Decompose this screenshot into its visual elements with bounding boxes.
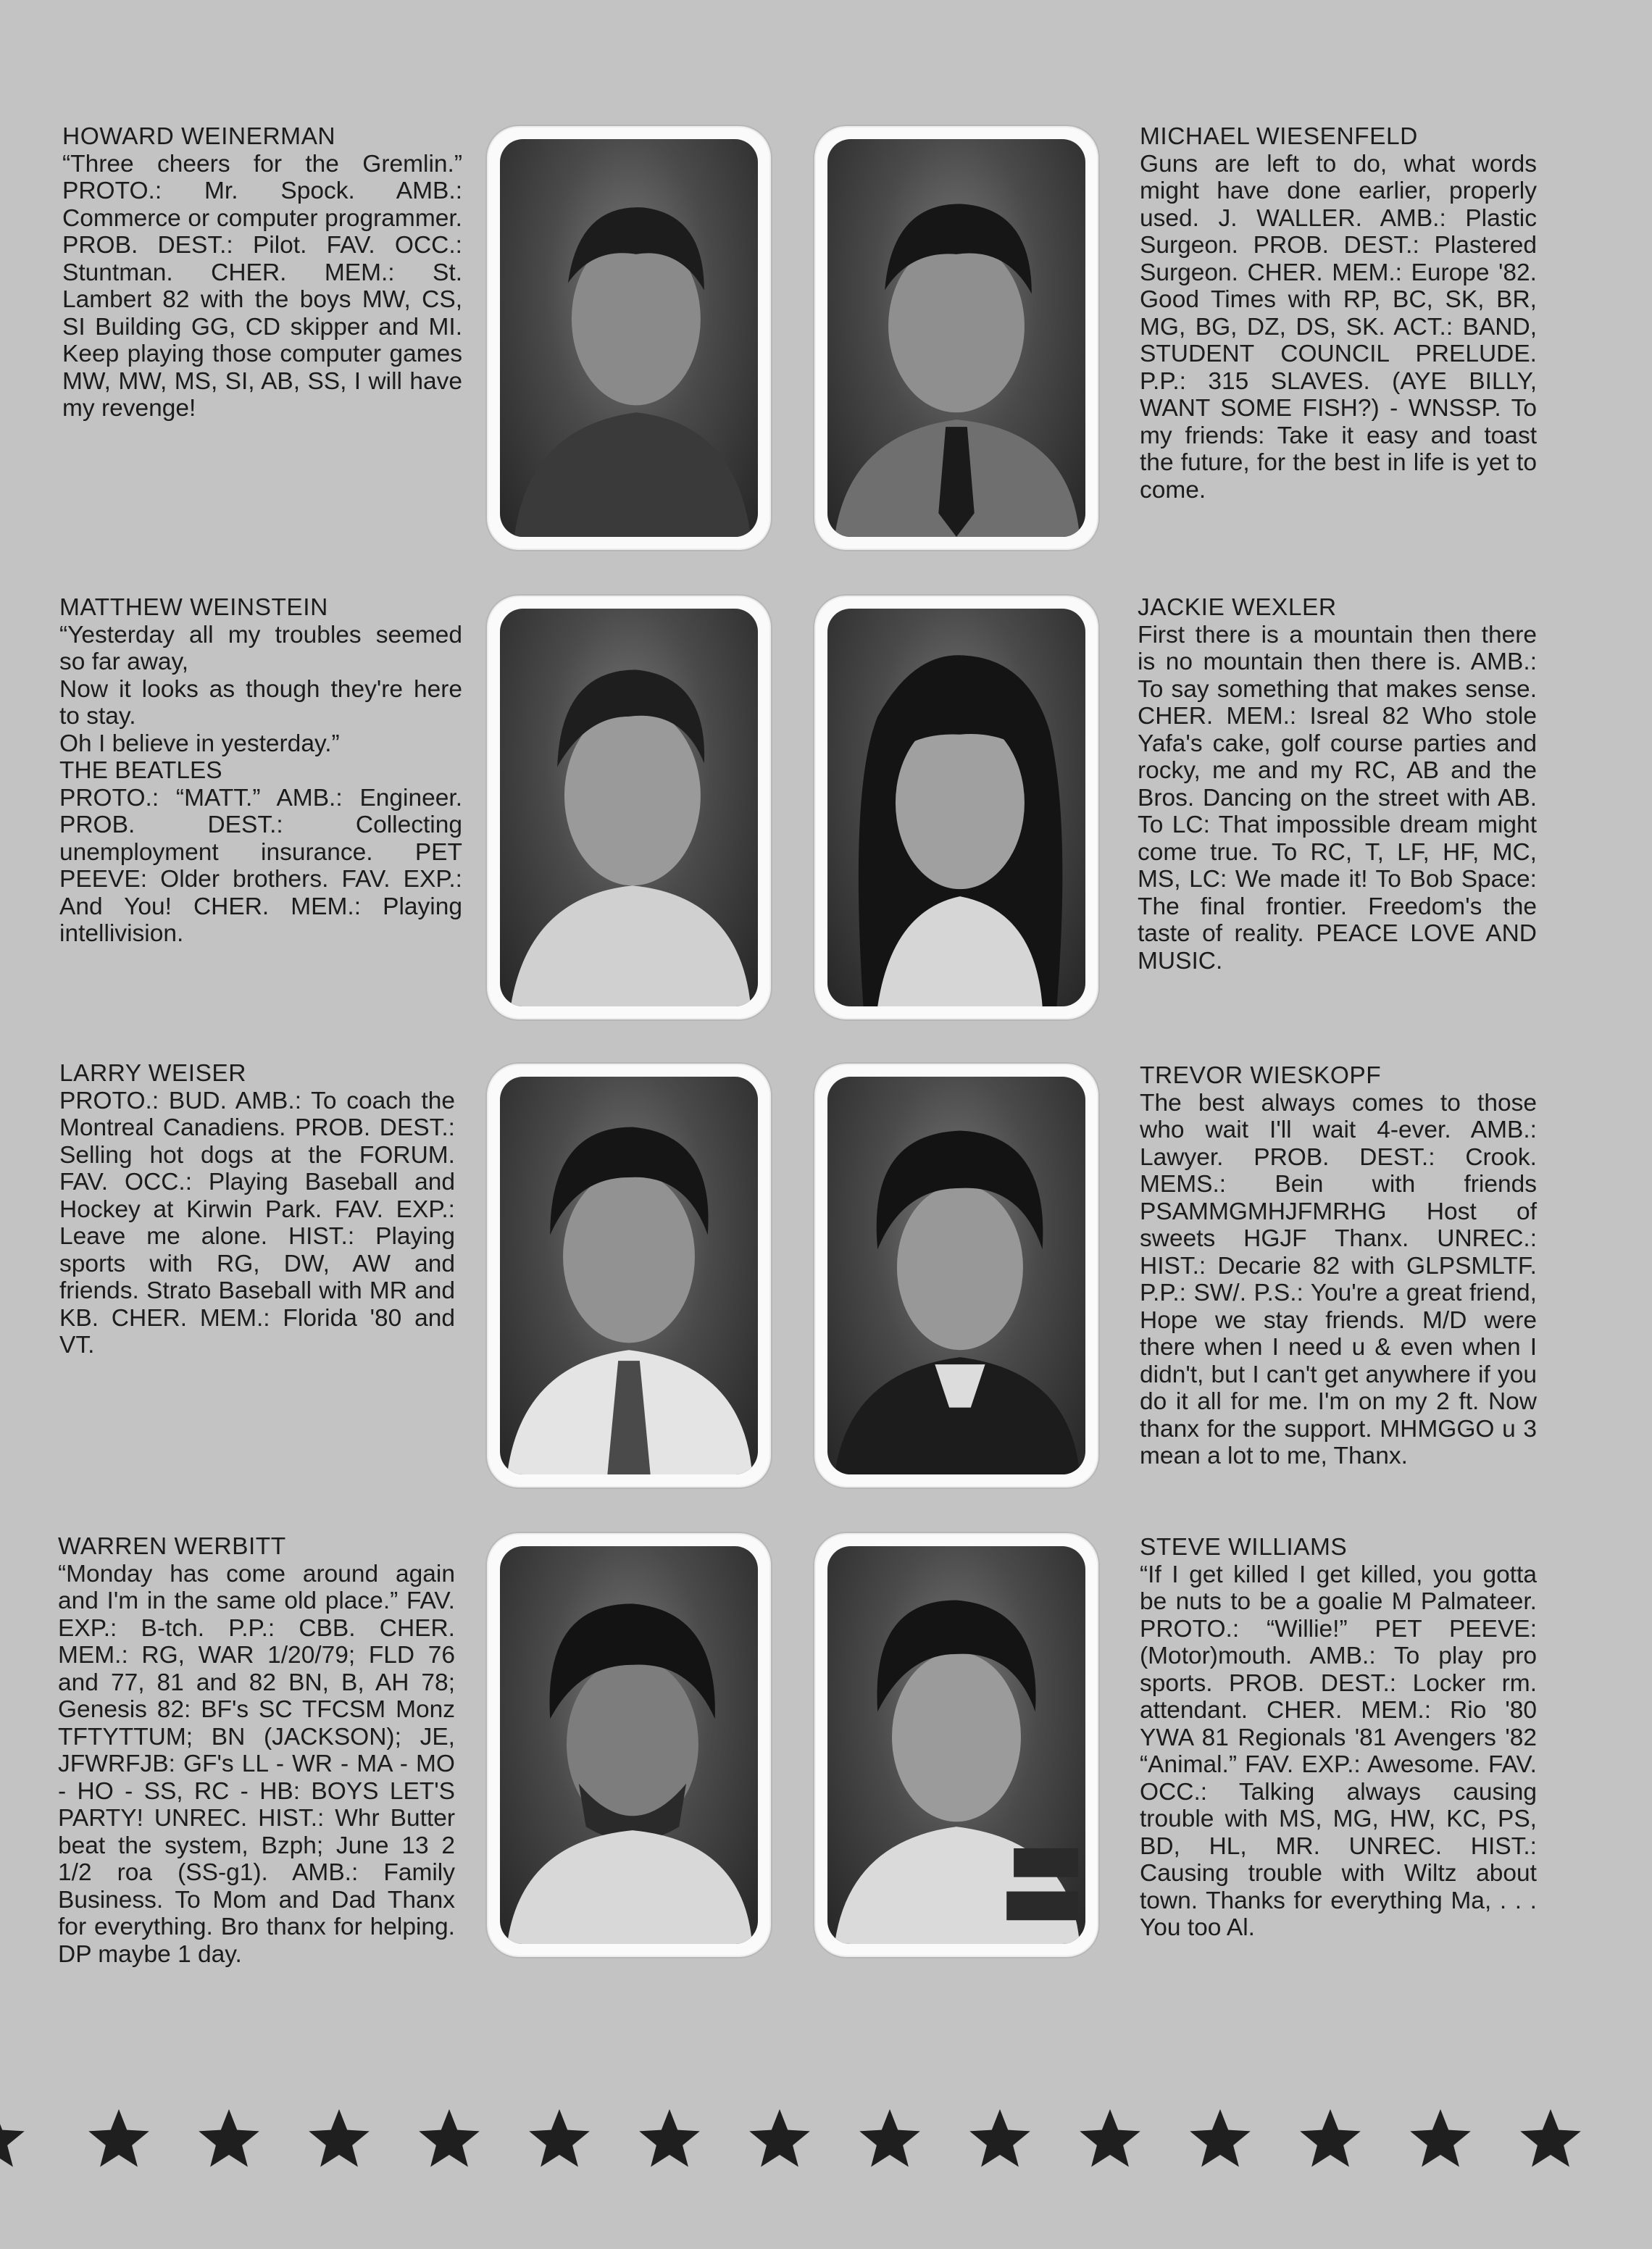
portrait-frame-weiser xyxy=(487,1064,771,1487)
yearbook-entry-wiesenfeld xyxy=(1140,123,1537,504)
portrait-photo xyxy=(827,1546,1085,1944)
student-name: JACKIE WEXLER xyxy=(1138,594,1337,621)
yearbook-entry-weinstein xyxy=(59,594,462,948)
star-icon xyxy=(969,2109,1030,2167)
person-silhouette-icon xyxy=(500,1546,758,1944)
star-icon xyxy=(1190,2109,1251,2167)
portrait-frame-werbitt xyxy=(487,1533,771,1957)
portrait-frame-wieskopf xyxy=(814,1064,1098,1487)
portrait-photo xyxy=(827,609,1085,1006)
yearbook-entry-werbitt xyxy=(58,1533,455,1968)
yearbook-entry-williams xyxy=(1140,1534,1537,1942)
portrait-frame-weinstein xyxy=(487,596,771,1019)
student-name: TREVOR WIESKOPF xyxy=(1140,1062,1382,1089)
star-icon xyxy=(639,2109,700,2167)
person-silhouette-icon xyxy=(827,1546,1085,1944)
star-icon xyxy=(419,2109,480,2167)
portrait-photo xyxy=(500,1077,758,1474)
person-silhouette-icon xyxy=(500,609,758,1006)
star-icon xyxy=(309,2109,370,2167)
person-silhouette-icon xyxy=(827,1077,1085,1474)
portrait-photo xyxy=(827,1077,1085,1474)
portrait-frame-wiesenfeld xyxy=(814,126,1098,550)
star-icon xyxy=(1520,2109,1581,2167)
star-icon xyxy=(199,2109,259,2167)
person-silhouette-icon xyxy=(827,609,1085,1006)
student-name: MICHAEL WIESENFELD xyxy=(1140,123,1418,150)
portrait-photo xyxy=(500,139,758,537)
student-bio: “Yesterday all my troubles seemed so far away, Now it looks as though they're here to stay. Oh I believe in yesterday.” THE BEATLES PROTO.: “MATT.” AMB.: Engineer. PROB. DEST.: Collecting unemployment insurance. PET PEEVE: Older brothers. FAV. EXP.: And You! CHER. MEM.: Playing intellivision. xyxy=(59,621,462,947)
star-icon xyxy=(1300,2109,1361,2167)
student-name: LARRY WEISER xyxy=(59,1060,246,1087)
star-icon xyxy=(529,2109,590,2167)
star-border xyxy=(0,2101,1652,2181)
star-icon xyxy=(0,2109,25,2167)
student-bio: First there is a mountain then there is no mountain then there is. AMB.: To say something that makes sense. CHER. MEM.: Isreal 82 Who stole Yafa's cake, golf course parties and rocky, me and my RC, AB and the Bros. Dancing on the street with AB. To LC: That impossible dream might come true. To RC, T, LF, HF, MC, MS, LC: We made it! To Bob Space: The final frontier. Freedom's the taste of reality. PEACE LOVE AND MUSIC. xyxy=(1138,621,1537,975)
yearbook-entry-wieskopf xyxy=(1140,1062,1537,1470)
student-bio: The best always comes to those who wait I'll wait 4-ever. AMB.: Lawyer. PROB. DEST.: Crook. MEMS.: Bein with friends PSAMMGMHJFMRHG Host of sweets HGJF Thanx. UNREC.: HIST.: Decarie 82 with GLPSMLTF. P.P.: SW/. P.S.: You're a great friend, Hope we stay friends. M/D were there when I need u & even when I didn't, but I can't get anywhere if you do it all for me. I'm on my 2 ft. Now thanx for the support. MHMGGO u 3 mean a lot to me, Thanx. xyxy=(1140,1089,1537,1469)
star-icon xyxy=(1410,2109,1471,2167)
portrait-frame-weinerman xyxy=(487,126,771,550)
student-bio: “Monday has come around again and I'm in the same old place.” FAV. EXP.: B-tch. P.P.: CBB. CHER. MEM.: RG, WAR 1/20/79; FLD 76 and 77, 81 and 82 BN, B, AH 78; Genesis 82: BF's SC TFCSM Monz TFTYTTUM; BN (JACKSON); JE, JFWRFJB: GF's LL - WR - MA - MO - HO - SS, RC - HB: BOYS LET'S PARTY! UNREC. HIST.: Whr Butter beat the system, Bzph; June 13 2 1/2 roa (SS-g1). AMB.: Family Business. To Mom and Dad Thanx for everything. Bro thanx for helping. DP maybe 1 day. xyxy=(58,1560,455,1968)
yearbook-entry-weiser xyxy=(59,1060,455,1359)
star-icon xyxy=(859,2109,920,2167)
star-icon xyxy=(749,2109,810,2167)
person-silhouette-icon xyxy=(500,139,758,537)
student-name: HOWARD WEINERMAN xyxy=(62,123,336,150)
star-icon xyxy=(88,2109,149,2167)
portrait-photo xyxy=(500,609,758,1006)
person-silhouette-icon xyxy=(827,139,1085,537)
student-bio: Guns are left to do, what words might have done earlier, properly used. J. WALLER. AMB.: Plastic Surgeon. PROB. DEST.: Plastered Surgeon. CHER. MEM.: Europe '82. Good Times with RP, BC, SK, BR, MG, BG, DZ, DS, SK. ACT.: BAND, STUDENT COUNCIL PRELUDE. P.P.: 315 SLAVES. (AYE BILLY, WANT SOME FISH?) - WNSSP. To my friends: Take it easy and toast the future, for the best in life is yet to come. xyxy=(1140,150,1537,504)
yearbook-entry-weinerman xyxy=(62,123,462,422)
portrait-photo xyxy=(827,139,1085,537)
student-bio: “If I get killed I get killed, you gotta be nuts to be a goalie M Palmateer. PROTO.: “Willie!” PET PEEVE: (Motor)mouth. AMB.: To play pro sports. PROB. DEST.: Locker rm. attendant. CHER. MEM.: Rio '80 YWA 81 Regionals '81 Avengers '82 “Animal.” FAV. EXP.: Awesome. FAV. OCC.: Talking always causing trouble with MS, MG, HW, KC, PS, BD, HL, MR. UNREC. HIST.: Causing trouble with Wiltz about town. Thanks for everything Ma, . . . You too Al. xyxy=(1140,1561,1537,1941)
student-name: STEVE WILLIAMS xyxy=(1140,1534,1348,1561)
student-name: MATTHEW WEINSTEIN xyxy=(59,594,328,621)
student-name: WARREN WERBITT xyxy=(58,1533,286,1560)
student-bio: PROTO.: BUD. AMB.: To coach the Montreal Canadiens. PROB. DEST.: Selling hot dogs at the FORUM. FAV. OCC.: Playing Baseball and Hockey at Kirwin Park. FAV. EXP.: Leave me alone. HIST.: Playing sports with RG, DW, AW and friends. Strato Baseball with MR and KB. CHER. MEM.: Florida '80 and VT. xyxy=(59,1087,455,1359)
star-icon xyxy=(1080,2109,1140,2167)
student-bio: “Three cheers for the Gremlin.” PROTO.: Mr. Spock. AMB.: Commerce or computer programmer. PROB. DEST.: Pilot. FAV. OCC.: Stuntman. CHER. MEM.: St. Lambert 82 with the boys MW, CS, SI Building GG, CD skipper and MI. Keep playing those computer games MW, MW, MS, SI, AB, SS, I will have my revenge! xyxy=(62,150,462,422)
yearbook-entry-wexler xyxy=(1138,594,1537,975)
portrait-frame-williams xyxy=(814,1533,1098,1957)
portrait-frame-wexler xyxy=(814,596,1098,1019)
portrait-photo xyxy=(500,1546,758,1944)
person-silhouette-icon xyxy=(500,1077,758,1474)
